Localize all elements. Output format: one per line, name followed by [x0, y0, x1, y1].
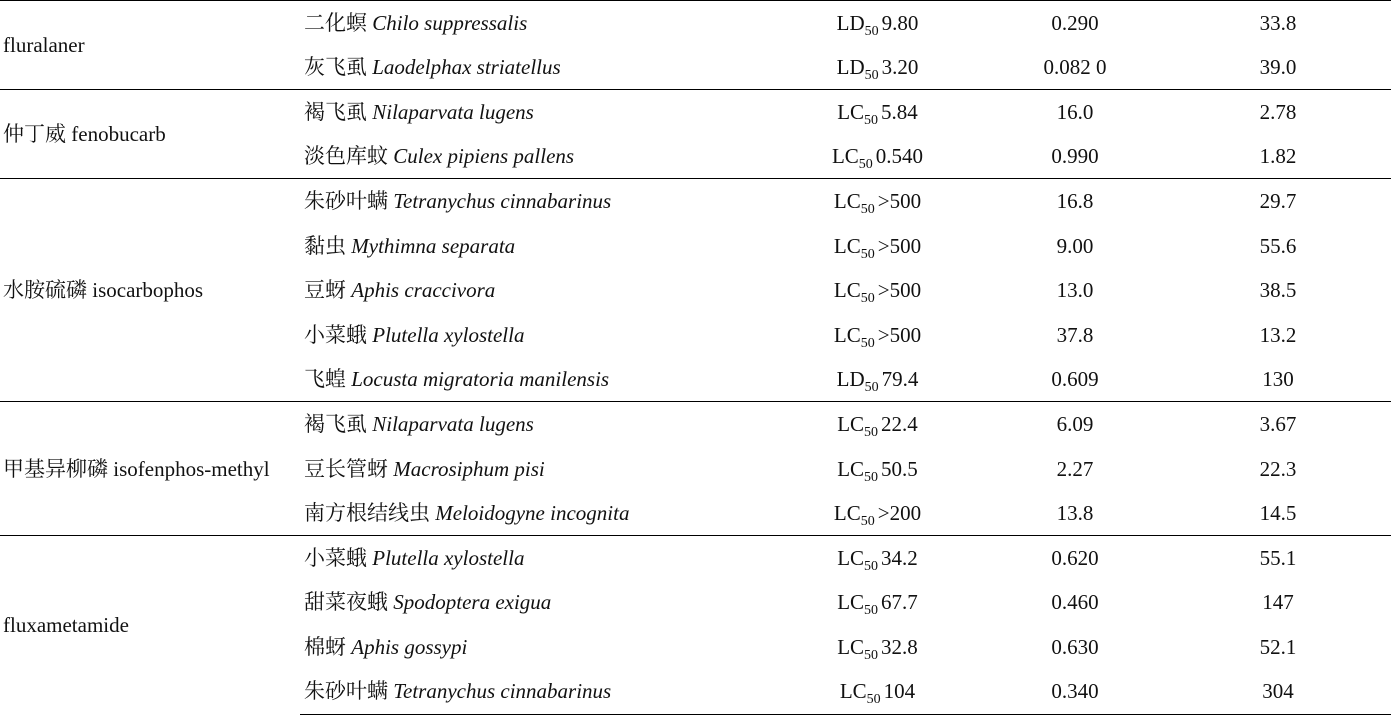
toxicity-cell: [770, 625, 985, 670]
species-cell: [300, 402, 770, 447]
species-chinese-name: 黏虫: [304, 233, 346, 258]
toxicity-metric: LC: [831, 144, 859, 169]
toxicity-cell: [770, 1, 985, 46]
table-row: [0, 90, 1391, 135]
value-cell-2: 2.78: [1165, 90, 1391, 135]
value-cell-1: 0.082 0: [1043, 55, 1107, 80]
species-cell: [300, 669, 770, 714]
value-cell-2: 130: [1262, 367, 1294, 392]
species-chinese-name: 小菜蛾: [304, 546, 367, 571]
value-cell-2: 33.8: [1165, 1, 1391, 46]
value-cell-2: 147: [1262, 590, 1294, 615]
toxicity-metric: LC: [837, 100, 865, 125]
species-cell: [300, 1, 770, 46]
value-cell-1: 2.27: [1056, 456, 1094, 481]
species-latin-name: Plutella xylostella: [372, 546, 525, 571]
toxicity-metric: LC: [833, 233, 861, 258]
species-chinese-name: 二化螟: [304, 10, 367, 35]
species-latin-name: Nilaparvata lugens: [372, 100, 534, 125]
toxicity-cell: [770, 402, 985, 447]
toxicity-metric-subscript: 50: [864, 648, 879, 664]
species-cell: [300, 580, 770, 625]
toxicity-metric-subscript: 50: [860, 291, 875, 307]
compound-cell: fluxametamide: [0, 536, 300, 714]
toxicity-value: >200: [877, 501, 922, 525]
table-row: [0, 1, 1391, 46]
species-chinese-name: 朱砂叶螨: [304, 189, 388, 214]
toxicity-metric-subscript: 50: [864, 68, 879, 84]
species-latin-name: Aphis gossypi: [351, 635, 468, 660]
toxicity-cell: [770, 45, 985, 90]
toxicity-value: 5.84: [881, 100, 918, 125]
toxicity-metric: LC: [833, 278, 861, 303]
species-latin-name: Tetranychus cinnabarinus: [393, 679, 612, 704]
value-cell-2: 38.5: [1259, 278, 1297, 303]
value-cell-2: 55.1: [1165, 536, 1391, 581]
toxicity-value: 79.4: [881, 367, 919, 392]
value-cell-2: 55.6: [1259, 233, 1297, 258]
toxicity-metric-subscript: 50: [860, 202, 875, 218]
species-cell: [300, 45, 770, 90]
value-cell-1: 9.00: [1056, 233, 1094, 258]
table-row: [0, 536, 1391, 581]
species-cell: [300, 90, 770, 135]
species-chinese-name: 甜菜夜蛾: [304, 590, 388, 615]
toxicity-metric-subscript: 50: [860, 514, 875, 529]
toxicity-value: 104: [883, 679, 916, 704]
species-chinese-name: 褐飞虱: [304, 412, 367, 437]
toxicity-metric: LC: [837, 456, 865, 481]
species-cell: [300, 625, 770, 670]
value-cell-2: 22.3: [1259, 456, 1297, 481]
table-row: [0, 402, 1391, 447]
value-cell-2: 29.7: [1165, 179, 1391, 224]
value-cell-1: 13.0: [1056, 278, 1094, 303]
toxicity-value: 9.80: [881, 10, 919, 35]
species-latin-name: Spodoptera exigua: [393, 590, 552, 615]
toxicity-cell: [770, 536, 985, 581]
species-cell: [300, 446, 770, 491]
toxicity-metric-subscript: 50: [858, 157, 873, 173]
toxicity-metric: LD: [836, 10, 865, 35]
toxicity-value: 67.7: [881, 590, 918, 615]
compound-cell: 甲基异柳磷 isofenphos-methyl: [0, 402, 300, 536]
species-latin-name: Locusta migratoria manilensis: [351, 367, 610, 392]
toxicity-metric: LC: [837, 412, 865, 437]
value-cell-2: 3.67: [1165, 402, 1391, 447]
toxicity-cell: [770, 446, 985, 491]
value-cell-1: 0.990: [1051, 144, 1099, 169]
toxicity-value: 34.2: [881, 546, 918, 571]
species-chinese-name: 朱砂叶螨: [304, 679, 388, 704]
species-cell: [300, 491, 770, 536]
value-cell-1: 16.0: [985, 90, 1165, 135]
species-chinese-name: 飞蝗: [304, 367, 346, 392]
species-cell: [300, 223, 770, 268]
toxicity-cell: [770, 90, 985, 135]
toxicity-value: 50.5: [881, 456, 918, 481]
compound-cell: fluralaner: [0, 1, 300, 90]
toxicity-value: >500: [877, 233, 922, 258]
species-chinese-name: 淡色库蚊: [304, 144, 388, 169]
species-cell: [300, 179, 770, 224]
value-cell-2: 14.5: [1259, 501, 1297, 525]
species-latin-name: Laodelphax striatellus: [372, 55, 561, 80]
species-latin-name: Aphis craccivora: [351, 278, 496, 303]
species-cell: [300, 536, 770, 581]
species-latin-name: Plutella xylostella: [372, 322, 525, 347]
species-chinese-name: 南方根结线虫: [304, 501, 430, 525]
toxicity-value: 32.8: [881, 635, 918, 660]
value-cell-1: 0.340: [985, 669, 1165, 714]
species-latin-name: Tetranychus cinnabarinus: [393, 189, 612, 214]
toxicity-metric: LC: [833, 189, 861, 214]
species-cell: [300, 134, 770, 179]
toxicity-value: 0.540: [875, 144, 924, 169]
toxicity-value: >500: [877, 189, 922, 214]
toxicity-cell: [770, 491, 985, 536]
value-cell-1: 0.609: [1051, 367, 1099, 392]
toxicity-metric-subscript: 50: [864, 469, 879, 485]
compound-cell: 仲丁威 fenobucarb: [0, 90, 300, 179]
table-body: [0, 1, 1391, 715]
value-cell-2: 1.82: [1259, 144, 1297, 169]
species-cell: [300, 268, 770, 313]
species-latin-name: Mythimna separata: [351, 233, 516, 258]
toxicity-metric: LC: [837, 635, 865, 660]
toxicity-metric: LD: [836, 55, 865, 80]
toxicity-metric-subscript: 50: [864, 23, 879, 39]
toxicity-metric: LC: [837, 546, 865, 571]
value-cell-1: 0.620: [985, 536, 1165, 581]
value-cell-1: 0.630: [1051, 635, 1099, 660]
toxicity-metric: LC: [837, 590, 865, 615]
toxicity-cell: [770, 134, 985, 179]
species-chinese-name: 棉蚜: [304, 635, 346, 660]
toxicity-metric-subscript: 50: [864, 380, 879, 396]
value-cell-1: 0.290: [985, 1, 1165, 46]
toxicity-cell: [770, 580, 985, 625]
toxicity-cell: [770, 223, 985, 268]
species-latin-name: Macrosiphum pisi: [393, 456, 545, 481]
species-cell: [300, 357, 770, 402]
value-cell-1: 6.09: [985, 402, 1165, 447]
value-cell-1: 13.8: [1056, 501, 1094, 525]
toxicity-metric-subscript: 50: [864, 559, 879, 575]
species-cell: [300, 313, 770, 358]
toxicity-metric-subscript: 50: [864, 603, 879, 619]
value-cell-2: 39.0: [1259, 55, 1297, 80]
toxicity-value: 22.4: [881, 412, 918, 437]
species-chinese-name: 豆长管蚜: [304, 456, 388, 481]
toxicity-metric-subscript: 50: [866, 692, 881, 708]
toxicity-cell: [770, 313, 985, 358]
value-cell-2: 13.2: [1259, 322, 1297, 347]
value-cell-1: 37.8: [1056, 322, 1094, 347]
toxicity-value: >500: [877, 322, 922, 347]
value-cell-2: 52.1: [1259, 635, 1297, 660]
species-latin-name: Chilo suppressalis: [372, 10, 528, 35]
toxicity-metric: LC: [839, 679, 867, 704]
toxicity-metric-subscript: 50: [860, 335, 875, 351]
toxicity-cell: [770, 268, 985, 313]
compound-cell: 水胺硫磷 isocarbophos: [0, 179, 300, 402]
species-chinese-name: 豆蚜: [304, 278, 346, 303]
toxicity-metric-subscript: 50: [864, 425, 879, 441]
species-chinese-name: 褐飞虱: [304, 100, 367, 125]
species-latin-name: Meloidogyne incognita: [435, 501, 630, 525]
toxicity-cell: [770, 669, 985, 714]
table-row: [0, 179, 1391, 224]
value-cell-1: 0.460: [1051, 590, 1099, 615]
toxicity-cell: [770, 357, 985, 402]
toxicity-metric: LC: [833, 501, 861, 525]
species-chinese-name: 小菜蛾: [304, 322, 367, 347]
toxicity-metric-subscript: 50: [860, 246, 875, 262]
value-cell-1: 16.8: [985, 179, 1165, 224]
toxicity-value: 3.20: [881, 55, 919, 80]
toxicity-metric: LC: [833, 322, 861, 347]
toxicity-value: >500: [877, 278, 922, 303]
toxicity-metric-subscript: 50: [864, 113, 879, 129]
species-latin-name: Nilaparvata lugens: [372, 412, 534, 437]
toxicity-cell: [770, 179, 985, 224]
species-chinese-name: 灰飞虱: [304, 55, 367, 80]
species-latin-name: Culex pipiens pallens: [393, 144, 575, 169]
toxicity-metric: LD: [836, 367, 865, 392]
value-cell-2: 304: [1165, 669, 1391, 714]
